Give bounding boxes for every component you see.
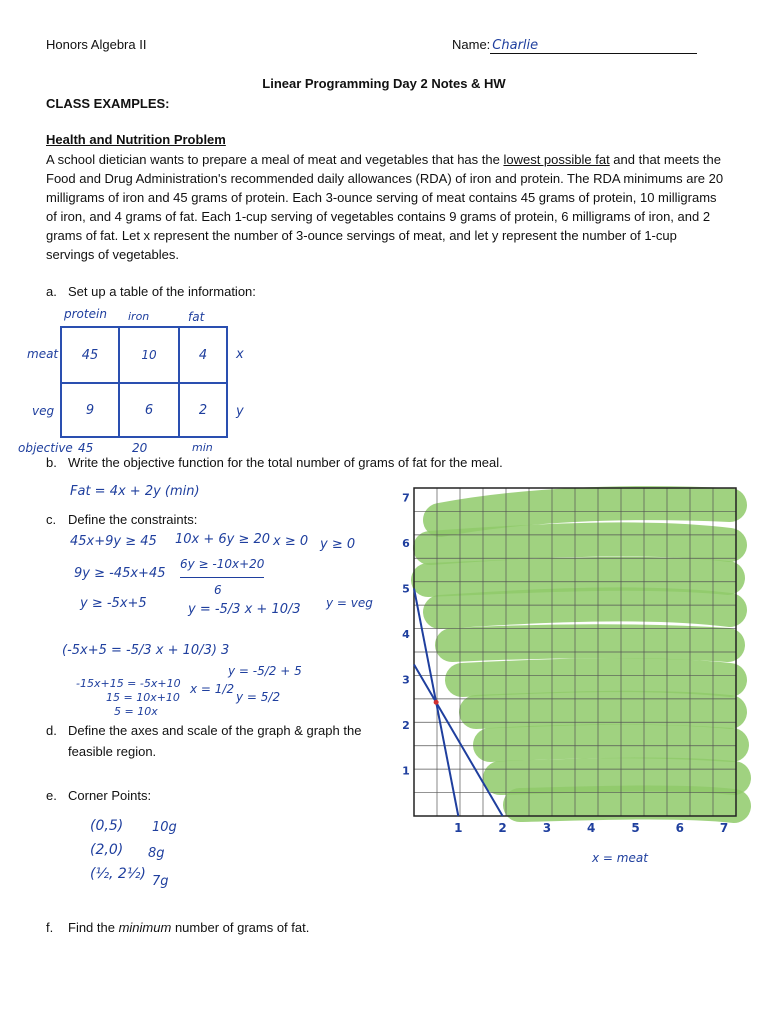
item-e-text: Corner Points: (68, 788, 152, 803)
row-label-meat: meat (27, 347, 59, 361)
problem-title: Health and Nutrition Problem (46, 132, 226, 147)
intersection-point (434, 700, 439, 705)
item-b-letter: b. (46, 455, 57, 470)
step-iron-1-den: 6 (214, 583, 222, 597)
x-tick-label: 1 (454, 821, 463, 835)
cell-veg-fat: 2 (198, 402, 208, 418)
y-tick-label: 1 (402, 764, 410, 778)
cell-veg-protein: 9 (85, 402, 95, 418)
y-tick-label: 3 (402, 673, 410, 687)
shade-stroke (428, 574, 728, 580)
name-label: Name: (452, 37, 491, 52)
problem-text-1: A school dietician wants to prepare a meal of meat and vegetables that has the (46, 152, 504, 167)
x-tick-label: 6 (675, 821, 684, 835)
student-name: Charlie (490, 38, 697, 54)
item-c-letter: c. (46, 512, 57, 527)
solve-step-1: (-5x+5 = -5/3 x + 10/3) 3 (62, 643, 230, 658)
course-title: Honors Algebra II (46, 37, 147, 52)
row-var-x: x (236, 347, 244, 362)
item-f-text-2: number of grams of fat. (171, 920, 310, 935)
step-protein-2: y ≥ -5x+5 (80, 596, 147, 611)
corner-value-3: 7g (152, 874, 169, 889)
item-d-text-2: feasible region. (68, 744, 157, 759)
row-label-veg: veg (32, 404, 55, 418)
y-tick-label: 7 (402, 491, 410, 505)
y-tick-label: 6 (402, 537, 410, 550)
col-header-protein: protein (64, 307, 107, 321)
row-var-y: y (236, 404, 244, 419)
page-title: Linear Programming Day 2 Notes & HW (262, 76, 506, 91)
item-a-text: Set up a table of the information: (68, 284, 256, 299)
shade-stroke (500, 775, 734, 778)
solve-step-3: 15 = 10x+10 (106, 691, 180, 704)
item-e-letter: e. (46, 788, 57, 803)
footer-label: objective (18, 441, 73, 455)
shade-stroke (476, 708, 730, 712)
footer-fat: min (192, 441, 213, 454)
solve-step-4: 5 = 10x (114, 705, 158, 718)
item-a-letter: a. (46, 284, 57, 299)
corner-1: (0,5) (90, 818, 124, 834)
solve-y1: y = -5/2 + 5 (228, 664, 302, 678)
step-protein-1: 9y ≥ -45x+45 (74, 566, 166, 581)
item-b-text: Write the objective function for the total number of grams of fat for the meal. (68, 455, 503, 470)
y-tick-label: 5 (402, 582, 410, 596)
col-header-fat: fat (188, 310, 205, 324)
y-tick-label: 4 (402, 628, 410, 641)
shade-stroke (452, 641, 728, 645)
item-f-text-1: Find the (68, 920, 119, 935)
corner-value-2: 8g (148, 846, 165, 861)
col-header-iron: iron (128, 310, 150, 323)
shade-stroke (440, 604, 730, 612)
x-tick-label: 5 (631, 821, 640, 835)
item-d-letter: d. (46, 723, 57, 738)
constraint-protein: 45x+9y ≥ 45 (70, 534, 157, 549)
solve-y2: y = 5/2 (236, 690, 281, 704)
x-tick-label: 7 (719, 821, 729, 835)
x-tick-label: 3 (542, 821, 552, 835)
step-iron-1-num: 6y ≥ -10x+20 (180, 557, 265, 571)
footer-iron: 20 (132, 441, 148, 455)
item-d-text-1: Define the axes and scale of the graph & graph the (68, 723, 362, 738)
problem-text-underlined: lowest possible fat (503, 152, 610, 167)
cell-meat-iron: 10 (141, 348, 157, 362)
corner-2: (2,0) (90, 842, 124, 858)
corner-3: (½, 2½) (90, 866, 146, 882)
solve-x: x = 1/2 (190, 682, 235, 696)
constraint-y: y ≥ 0 (320, 537, 356, 552)
shade-stroke (430, 539, 730, 548)
y-veg-label: y = veg (326, 596, 373, 610)
x-axis-label: x = meat (592, 851, 648, 865)
step-iron-2: y = -5/3 x + 10/3 (188, 602, 301, 617)
cell-meat-protein: 45 (81, 347, 99, 363)
constraint-iron: 10x + 6y ≥ 20 (175, 532, 271, 547)
section-heading: CLASS EXAMPLES: (46, 96, 170, 111)
item-f-letter: f. (46, 920, 54, 935)
shade-stroke (490, 741, 732, 745)
solve-step-2: -15x+15 = -5x+10 (76, 677, 181, 690)
cell-meat-fat: 4 (198, 347, 208, 363)
objective-function: Fat = 4x + 2y (min) (70, 484, 200, 499)
item-f-text-em: minimum (118, 920, 172, 935)
corner-value-1: 10g (152, 820, 177, 835)
constraint-x: x ≥ 0 (273, 534, 309, 549)
x-tick-label: 2 (498, 821, 507, 835)
footer-protein: 45 (78, 441, 94, 455)
y-tick-label: 2 (402, 719, 410, 732)
item-c-text: Define the constraints: (68, 512, 198, 527)
problem-text-2: and that meets the Food and Drug Administration's recommended daily allowances (RDA) of iron and protein. The RDA minimums are 20 milligrams of iron and 45 grams of protein. Each 3-ounce serving of meat contains 45 grams of protein, 10 milligrams of iron, and 4 grams of fat. Each 1-cup serving of vegetables contains 9 grams of protein, 6 milligrams of iron, and 2 grams of fat. Let x represent the number of 3-ounce servings of meat, and let y represent the number of 1-cup servings of vegetables. (46, 152, 724, 262)
cell-veg-iron: 6 (144, 402, 154, 418)
x-tick-label: 4 (587, 821, 596, 835)
